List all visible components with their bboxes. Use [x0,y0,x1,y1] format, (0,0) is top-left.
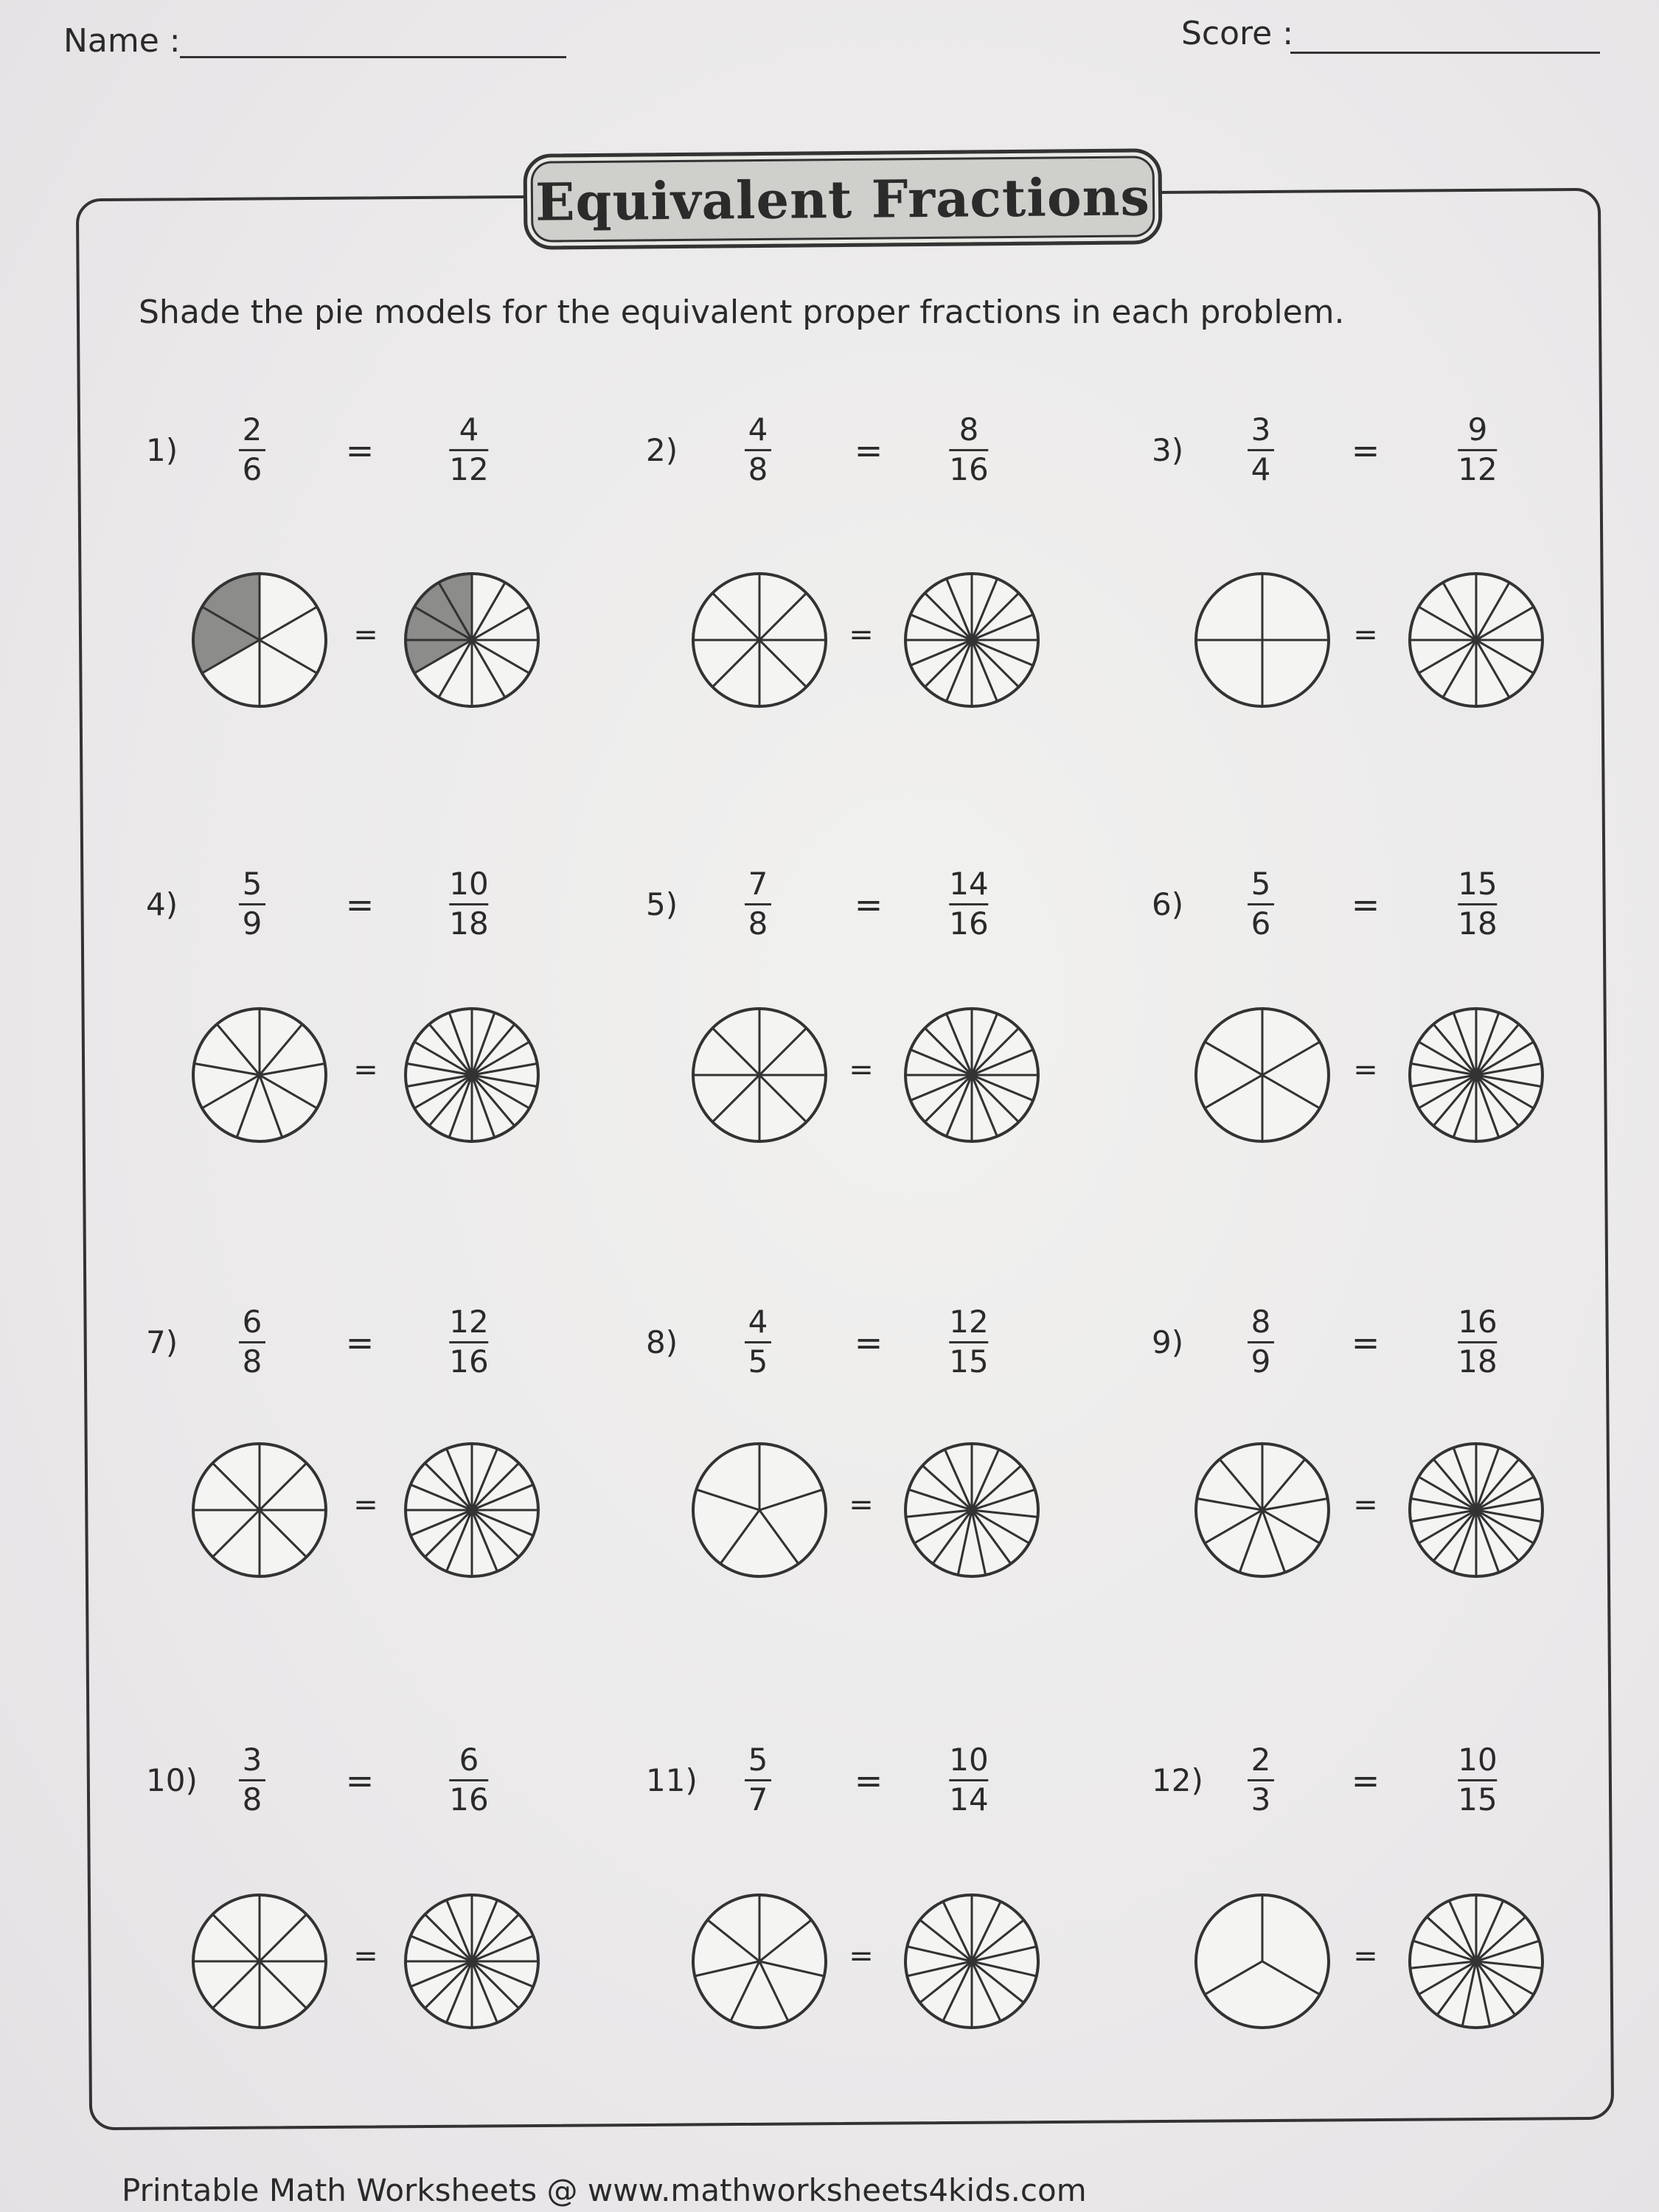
fraction-denominator: 8 [242,1343,262,1380]
fraction-numerator: 6 [242,1304,262,1340]
left-pie-model[interactable] [193,1895,326,2028]
left-pie-model[interactable] [1196,574,1329,706]
fraction-numerator: 5 [1251,866,1271,902]
right-pie-model[interactable] [1410,574,1543,706]
pie-equals-sign: = [849,1488,874,1522]
fraction-denominator: 16 [449,1781,489,1818]
fraction-numerator: 8 [1251,1304,1271,1340]
score-label: Score : [1181,15,1294,52]
fraction-denominator: 16 [949,905,989,942]
pie-equals-sign: = [849,1053,874,1087]
problem-number: 1) [146,432,178,468]
pie-equals-sign: = [849,1939,874,1973]
fraction-denominator: 14 [949,1781,989,1818]
fraction-denominator: 7 [748,1781,768,1818]
fraction-denominator: 15 [949,1343,989,1380]
fraction-numerator: 2 [1251,1742,1271,1778]
equals-sign: = [345,1323,375,1363]
page-title: Equivalent Fractions [535,165,1151,233]
pie-equals-sign: = [1353,1488,1378,1522]
problem-number: 8) [646,1324,678,1360]
left-pie-model[interactable] [693,1895,826,2028]
problem-number: 2) [646,432,678,468]
fraction-numerator: 5 [242,866,262,902]
left-pie-model[interactable] [693,574,826,706]
problem-number: 12) [1152,1762,1203,1798]
fraction-denominator: 6 [1251,905,1271,942]
equals-sign: = [1351,1761,1380,1801]
fraction-denominator: 8 [242,1781,262,1818]
left-pie-model[interactable] [1196,1444,1329,1576]
fraction-denominator: 12 [1458,451,1498,488]
problem-number: 11) [646,1762,698,1798]
fraction-numerator: 10 [449,866,489,902]
footer-credit: Printable Math Worksheets @ www.mathworksheets4kids.com [122,2172,1087,2208]
fraction-denominator: 18 [1458,905,1498,942]
left-pie-model[interactable] [1196,1895,1329,2028]
right-pie-model[interactable] [1410,1444,1543,1576]
right-pie-model[interactable] [406,574,538,706]
equals-sign: = [1351,431,1380,470]
fraction-denominator: 8 [748,451,768,488]
fraction-numerator: 6 [459,1742,479,1778]
fraction-numerator: 9 [1467,411,1488,448]
problem-number: 10) [146,1762,198,1798]
equals-sign: = [1351,1323,1380,1363]
pie-equals-sign: = [1353,1053,1378,1087]
fraction-denominator: 6 [242,451,262,488]
problem-number: 3) [1152,432,1184,468]
fraction-numerator: 4 [748,411,768,448]
left-pie-model[interactable] [693,1444,826,1576]
fraction-denominator: 9 [242,905,262,942]
problem-number: 6) [1152,886,1184,922]
equals-sign: = [854,1761,883,1801]
problem-number: 5) [646,886,678,922]
right-pie-model[interactable] [1410,1895,1543,2028]
problem-number: 9) [1152,1324,1184,1360]
fraction-numerator: 12 [449,1304,489,1340]
fraction-numerator: 10 [949,1742,989,1778]
problem-number: 7) [146,1324,178,1360]
right-pie-model[interactable] [406,1444,538,1576]
fraction-denominator: 12 [449,451,489,488]
pie-equals-sign: = [1353,618,1378,652]
fraction-numerator: 7 [748,866,768,902]
fraction-numerator: 14 [949,866,989,902]
fraction-denominator: 16 [449,1343,489,1380]
pie-equals-sign: = [849,618,874,652]
pie-equals-sign: = [1353,1939,1378,1973]
fraction-numerator: 5 [748,1742,768,1778]
pie-equals-sign: = [353,1939,378,1973]
left-pie-model[interactable] [1196,1009,1329,1141]
fraction-denominator: 18 [449,905,489,942]
left-pie-model[interactable] [193,574,326,706]
fraction-denominator: 8 [748,905,768,942]
equals-sign: = [345,885,375,925]
fraction-numerator: 16 [1458,1304,1498,1340]
pie-equals-sign: = [353,1488,378,1522]
fraction-denominator: 5 [748,1343,768,1380]
left-pie-model[interactable] [193,1444,326,1576]
equals-sign: = [1351,885,1380,925]
pie-equals-sign: = [353,1053,378,1087]
left-pie-model[interactable] [193,1009,326,1141]
equals-sign: = [854,431,883,470]
fraction-denominator: 3 [1251,1781,1271,1818]
right-pie-model[interactable] [905,574,1038,706]
fraction-denominator: 15 [1458,1781,1498,1818]
fraction-numerator: 3 [242,1742,262,1778]
right-pie-model[interactable] [406,1009,538,1141]
right-pie-model[interactable] [905,1444,1038,1576]
fraction-denominator: 4 [1251,451,1271,488]
equals-sign: = [854,1323,883,1363]
name-label: Name : [63,22,181,60]
equals-sign: = [854,885,883,925]
instructions-text: Shade the pie models for the equivalent proper fractions in each problem. [139,293,1345,331]
fraction-denominator: 16 [949,451,989,488]
equals-sign: = [345,431,375,470]
right-pie-model[interactable] [905,1009,1038,1141]
right-pie-model[interactable] [1410,1009,1543,1141]
right-pie-model[interactable] [905,1895,1038,2028]
fraction-numerator: 4 [748,1304,768,1340]
fraction-numerator: 3 [1251,411,1271,448]
left-pie-model[interactable] [693,1009,826,1141]
fraction-numerator: 15 [1458,866,1498,902]
fraction-numerator: 2 [242,411,262,448]
problem-number: 4) [146,886,178,922]
fraction-numerator: 10 [1458,1742,1498,1778]
fraction-numerator: 8 [959,411,979,448]
fraction-denominator: 9 [1251,1343,1271,1380]
fraction-numerator: 12 [949,1304,989,1340]
fraction-denominator: 18 [1458,1343,1498,1380]
equals-sign: = [345,1761,375,1801]
pie-equals-sign: = [353,618,378,652]
right-pie-model[interactable] [406,1895,538,2028]
fraction-numerator: 4 [459,411,479,448]
